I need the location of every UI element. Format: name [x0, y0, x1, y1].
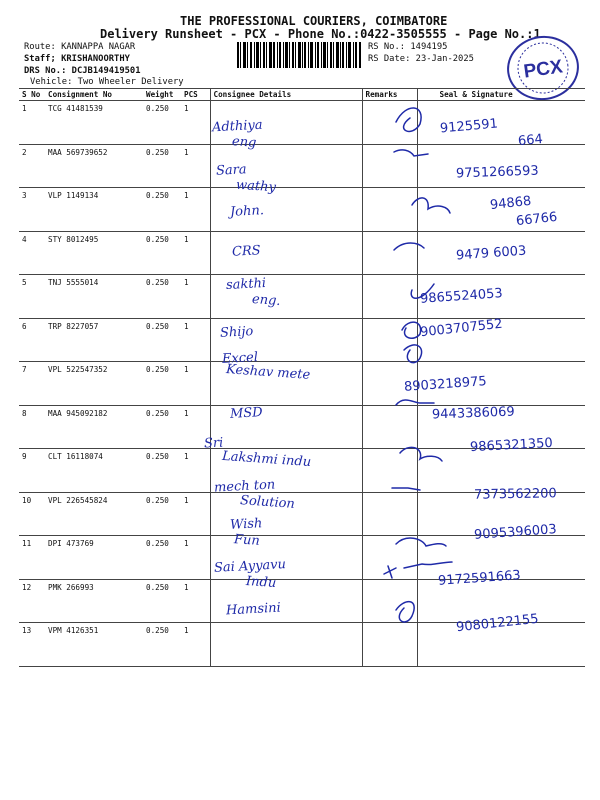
row-consignment-no: TCG 41481539	[45, 101, 143, 145]
signature-mark	[412, 198, 450, 213]
handwritten-consignee: Adthiya	[211, 117, 263, 136]
signature-mark	[400, 447, 442, 461]
signature-mark	[396, 108, 421, 131]
row-pcs: 1	[181, 623, 210, 667]
row-consignment-no: VPL 226545824	[45, 492, 143, 536]
handwritten-consignee: mech ton	[213, 477, 276, 496]
row-consignment-no: CLT 16118074	[45, 449, 143, 493]
col-consignment: Consignment No	[45, 89, 143, 101]
row-pcs: 1	[181, 536, 210, 580]
row-consignment-no: VPL 522547352	[45, 362, 143, 406]
signature-mark	[396, 602, 414, 622]
row-sno: 5	[19, 275, 45, 319]
row-sno: 4	[19, 231, 45, 275]
row-sno: 6	[19, 318, 45, 362]
handwritten-consignee: eng	[231, 134, 257, 151]
handwritten-phone: 9003707552	[419, 316, 504, 341]
handwritten-consignee: Sara	[215, 162, 247, 180]
signature-mark	[384, 562, 452, 578]
row-consignment-no: DPI 473769	[45, 536, 143, 580]
route-label: Route: KANNAPPA NAGAR	[24, 42, 136, 52]
signature-mark	[402, 322, 421, 338]
handwritten-phone: 9095396003	[473, 522, 558, 543]
row-sno: 1	[19, 101, 45, 145]
handwritten-consignee: Sri	[203, 435, 224, 452]
signature-mark	[396, 400, 434, 405]
row-weight: 0.250	[143, 144, 181, 188]
handwritten-phone: 9172591663	[437, 568, 522, 590]
row-weight: 0.250	[143, 362, 181, 406]
row-sno: 9	[19, 449, 45, 493]
drs-number: DRS No.: DCJB149419501	[24, 66, 141, 76]
handwritten-consignee: Shijo	[219, 324, 254, 341]
row-consignment-no: VLP 1149134	[45, 188, 143, 232]
row-consignment-no: TNJ 5555014	[45, 275, 143, 319]
row-consignment-no: MAA 569739652	[45, 144, 143, 188]
rs-date: RS Date: 23-Jan-2025	[368, 54, 474, 64]
handwritten-consignee: Fun	[233, 532, 261, 549]
row-weight: 0.250	[143, 536, 181, 580]
row-sno: 12	[19, 579, 45, 623]
signature-mark	[404, 345, 422, 363]
handwritten-phone: 9125591	[439, 116, 499, 137]
row-consignment-no: TRP 8227057	[45, 318, 143, 362]
handwritten-phone: 9080122155	[455, 611, 540, 636]
row-pcs: 1	[181, 275, 210, 319]
row-consignment-no: STY 8012495	[45, 231, 143, 275]
row-pcs: 1	[181, 318, 210, 362]
col-sno: S No	[19, 89, 45, 101]
row-weight: 0.250	[143, 101, 181, 145]
signature-mark	[411, 284, 434, 298]
handwritten-phone: 7373562200	[473, 485, 557, 503]
row-pcs: 1	[181, 231, 210, 275]
row-sno: 10	[19, 492, 45, 536]
signature-mark	[394, 150, 428, 156]
handwritten-consignee: Hamsini	[225, 600, 282, 619]
col-signature: Seal & Signature	[417, 89, 585, 101]
stamp-text: PCX	[522, 56, 565, 83]
handwritten-consignee: sakthi	[225, 275, 267, 293]
row-pcs: 1	[181, 101, 210, 145]
col-weight: Weight	[143, 89, 181, 101]
row-pcs: 1	[181, 579, 210, 623]
row-weight: 0.250	[143, 449, 181, 493]
handwritten-phone: 9751266593	[455, 163, 539, 182]
row-sno: 8	[19, 405, 45, 449]
handwritten-consignee: MSD	[229, 404, 264, 422]
signature-mark	[392, 488, 420, 490]
row-weight: 0.250	[143, 492, 181, 536]
handwritten-phone: 8903218975	[403, 374, 488, 396]
handwritten-phone: 9865321350	[469, 436, 554, 456]
row-weight: 0.250	[143, 405, 181, 449]
col-pcs: PCS	[181, 89, 210, 101]
handwritten-consignee: Solution	[239, 492, 296, 512]
handwritten-consignee: Lakshmi indu	[221, 449, 312, 471]
handwritten-consignee: Excel	[221, 350, 259, 368]
col-remarks: Remarks	[362, 89, 417, 101]
row-weight: 0.250	[143, 188, 181, 232]
row-weight: 0.250	[143, 231, 181, 275]
row-pcs: 1	[181, 492, 210, 536]
handwritten-phone: 9443386069	[431, 404, 515, 423]
row-weight: 0.250	[143, 318, 181, 362]
row-sno: 13	[19, 623, 45, 667]
row-weight: 0.250	[143, 623, 181, 667]
row-sno: 2	[19, 144, 45, 188]
handwritten-consignee: CRS	[231, 243, 262, 260]
company-title: THE PROFESSIONAL COURIERS, COIMBATORE	[180, 14, 448, 28]
handwritten-consignee: eng.	[251, 291, 282, 309]
runsheet-title: Delivery Runsheet - PCX - Phone No.:0422-3505555 - Page No.:1	[100, 27, 541, 41]
handwritten-phone: 94868	[489, 193, 533, 213]
handwritten-phone: 9479 6003	[455, 243, 527, 264]
row-consignment-no: PMK 266993	[45, 579, 143, 623]
row-pcs: 1	[181, 449, 210, 493]
row-sno: 7	[19, 362, 45, 406]
row-sno: 3	[19, 188, 45, 232]
row-sno: 11	[19, 536, 45, 580]
signature-mark	[396, 538, 446, 546]
signature-mark	[394, 243, 424, 250]
handwritten-phone: 9865524053	[419, 285, 504, 307]
handwritten-consignee: Wish	[229, 516, 263, 533]
handwritten-consignee: John.	[229, 202, 265, 220]
handwritten-consignee: Sai Ayyavu	[213, 557, 287, 577]
row-pcs: 1	[181, 405, 210, 449]
row-consignment-no: VPM 4126351	[45, 623, 143, 667]
handwritten-phone: 66766	[515, 209, 559, 229]
vehicle-label: Vehicle: Two Wheeler Delivery	[30, 77, 184, 87]
handwritten-consignee: wathy	[235, 178, 277, 196]
row-pcs: 1	[181, 362, 210, 406]
staff-label: Staff; KRISHANOORTHY	[24, 54, 130, 64]
row-consignment-no: MAA 945092182	[45, 405, 143, 449]
col-consignee: Consignee Details	[210, 89, 362, 101]
row-weight: 0.250	[143, 579, 181, 623]
handwritten-consignee: Keshav mete	[225, 362, 311, 384]
row-pcs: 1	[181, 188, 210, 232]
rs-number: RS No.: 1494195	[368, 42, 448, 52]
row-pcs: 1	[181, 144, 210, 188]
handwritten-phone: 664	[517, 131, 544, 150]
row-weight: 0.250	[143, 275, 181, 319]
handwritten-consignee: Indu	[245, 574, 277, 592]
